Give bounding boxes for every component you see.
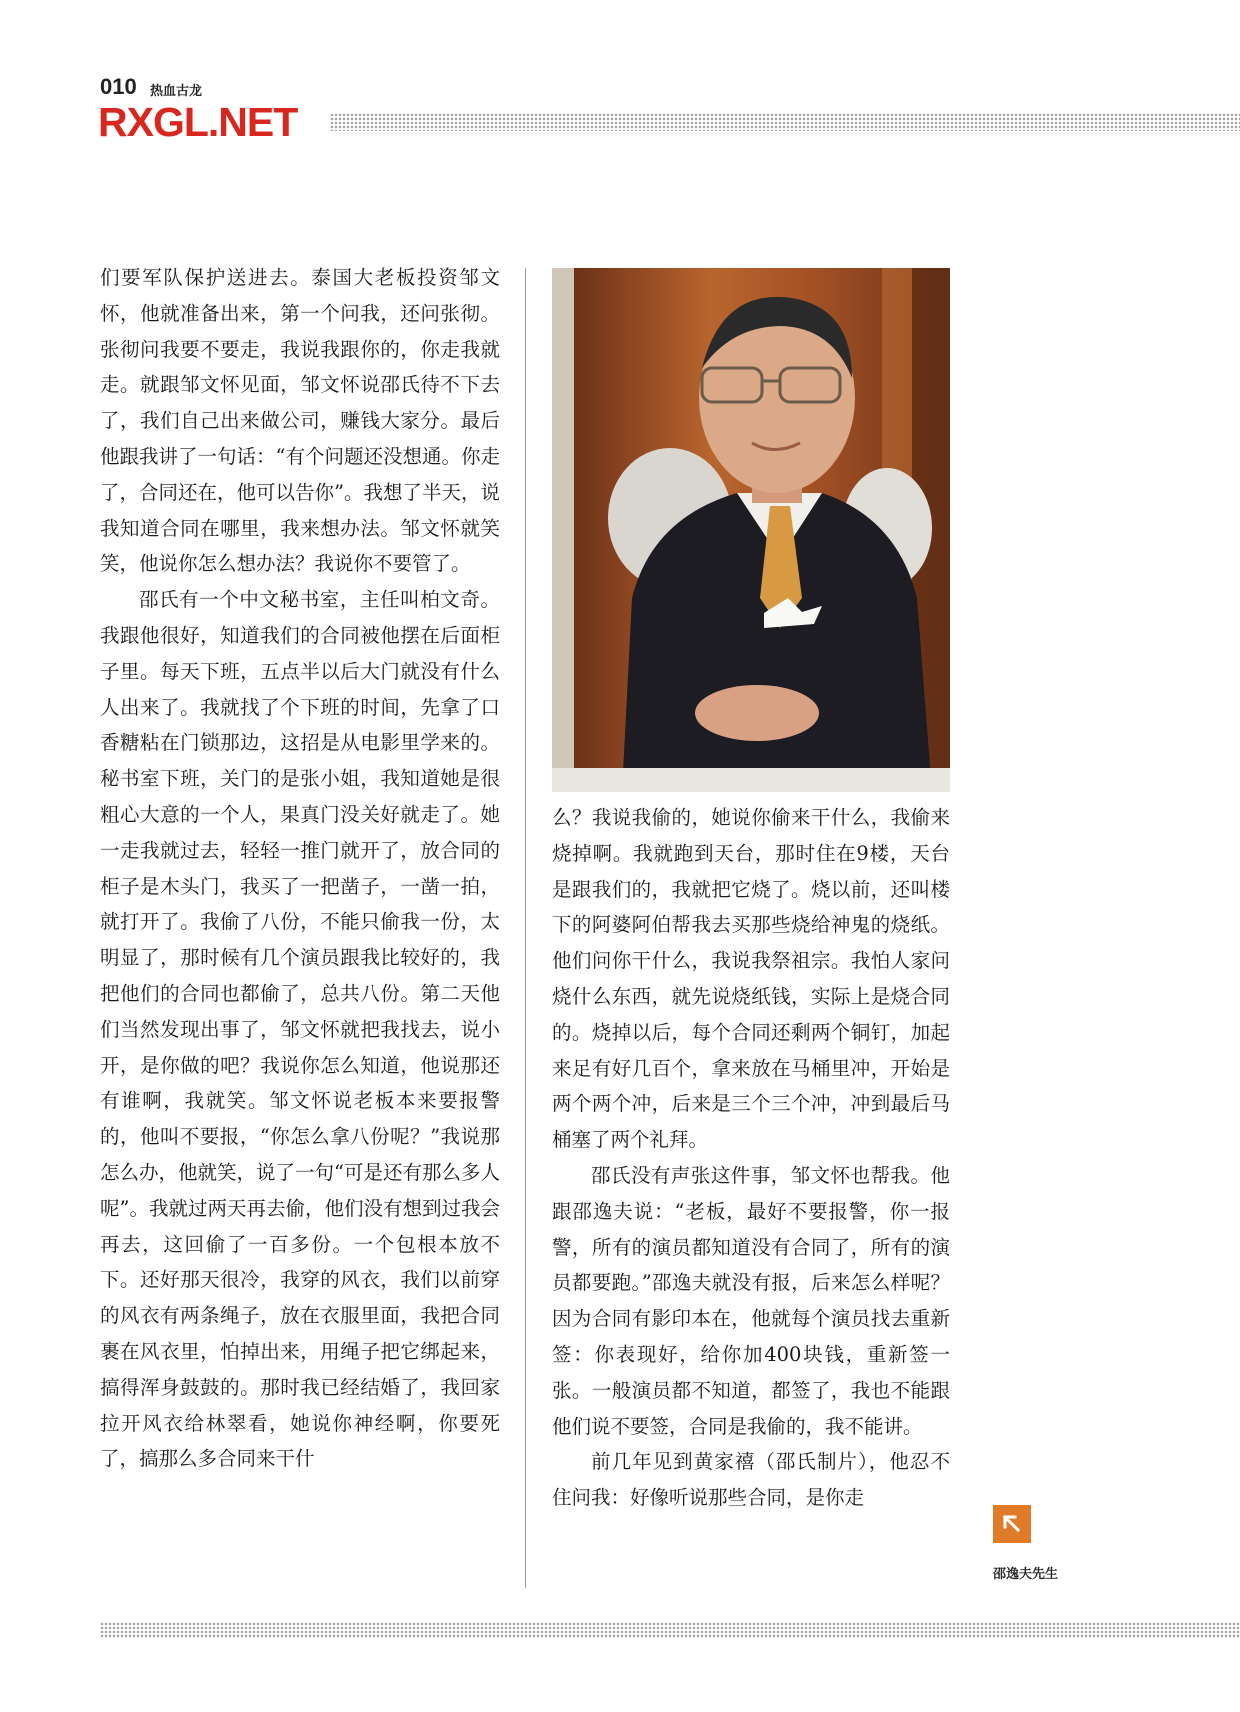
article-paragraph: 么？我说我偷的，她说你偷来干什么，我偷来烧掉啊。我就跑到天台，那时住在9楼，天台是跟我们的，我就把它烧了。烧以前，还叫楼下的阿婆阿伯帮我去买那些烧给神鬼的烧纸。他们问你干什么，我说我祭祖宗。我怕人家问烧什么东西，就先说烧纸钱，实际上是烧合同的。烧掉以后，每个合同还剩两个铜钉，加起来足有好几百个，拿来放在马桶里冲，开始是两个两个冲，后来是三个三个冲，冲到最后马桶塞了两个礼拜。 xyxy=(552,806,950,1152)
magazine-category: 热血古龙 xyxy=(150,84,203,99)
article-paragraph: 前几年见到黄家禧（邵氏制片），他忍不住问我：好像听说那些合同，是你走 xyxy=(552,1450,950,1510)
arrow-up-left-icon xyxy=(993,1505,1031,1543)
article-right-column xyxy=(552,800,950,1516)
portrait-photo xyxy=(552,268,950,792)
header-dotted-rule xyxy=(330,113,1240,131)
column-divider xyxy=(525,268,526,1588)
article-paragraph: 邵氏没有声张这件事，邹文怀也帮我。他跟邵逸夫说：“老板，最好不要报警，你一报警，所有的演员都知道没有合同了，所有的演员都要跑。”邵逸夫就没有报，后来怎么样呢？因为合同有影印本在，他就每个演员找去重新签：你表现好，给你加400块钱，重新签一张。一般演员都不知道，都签了，我也不能跟他们说不要签，合同是我偷的，我不能讲。 xyxy=(552,1163,950,1438)
article-paragraph: 邵氏有一个中文秘书室，主任叫柏文奇。我跟他很好，知道我们的合同被他摆在后面柜子里。每天下班，五点半以后大门就没有什么人出来了。我就找了个下班的时间，先拿了口香糖粘在门锁那边，这招是从电影里学来的。秘书室下班，关门的是张小姐，我知道她是很粗心大意的一个人，果真门没关好就走了。她一走我就过去，轻轻一推门就开了，放合同的柜子是木头门，我买了一把凿子，一凿一拍，就打开了。我偷了八份，不能只偷我一份，太明显了，那时候有几个演员跟我比较好的，我把他们的合同也都偷了，总共八份。第二天他们当然发现出事了，邹文怀就把我找去，说小开，是你做的吧？我说你怎么知道，他说那还有谁啊，我就笑。邹文怀说老板本来要报警的，他叫不要报，“你怎么拿八份呢？”我说那怎么办，他就笑，说了一句“可是还有那么多人呢”。我就过两天再去偷，他们没有想到过我会再去，这回偷了一百多份。一个包根本放不下。还好那天很冷，我穿的风衣，我们以前穿的风衣有两条绳子，放在衣服里面，我把合同裹在风衣里，怕掉出来，用绳子把它绑起来，搞得浑身鼓鼓的。那时我已经结婚了，我回家拉开风衣给林翠看，她说你神经啊，你要死了，搞那么多合同来干什 xyxy=(100,588,500,1471)
magazine-logo: RXGL.NET xyxy=(98,99,298,145)
page-number: 010 xyxy=(100,74,137,99)
photo-caption: 邵逸夫先生 xyxy=(993,1567,1059,1582)
footer-dotted-rule xyxy=(100,1622,1240,1638)
article-paragraph: 们要军队保护送进去。泰国大老板投资邹文怀，他就准备出来，第一个问我，还问张彻。张彻问我要不要走，我说我跟你的，你走我就走。就跟邹文怀见面，邹文怀说邵氏待不下去了，我们自己出来做公司，赚钱大家分。最后他跟我讲了一句话：“有个问题还没想通。你走了，合同还在，他可以告你”。我想了半天，说我知道合同在哪里，我来想办法。邹文怀就笑笑，他说你怎么想办法？我说你不要管了。 xyxy=(100,266,500,576)
portrait-illustration xyxy=(552,268,950,792)
article-left-column xyxy=(100,260,500,1477)
